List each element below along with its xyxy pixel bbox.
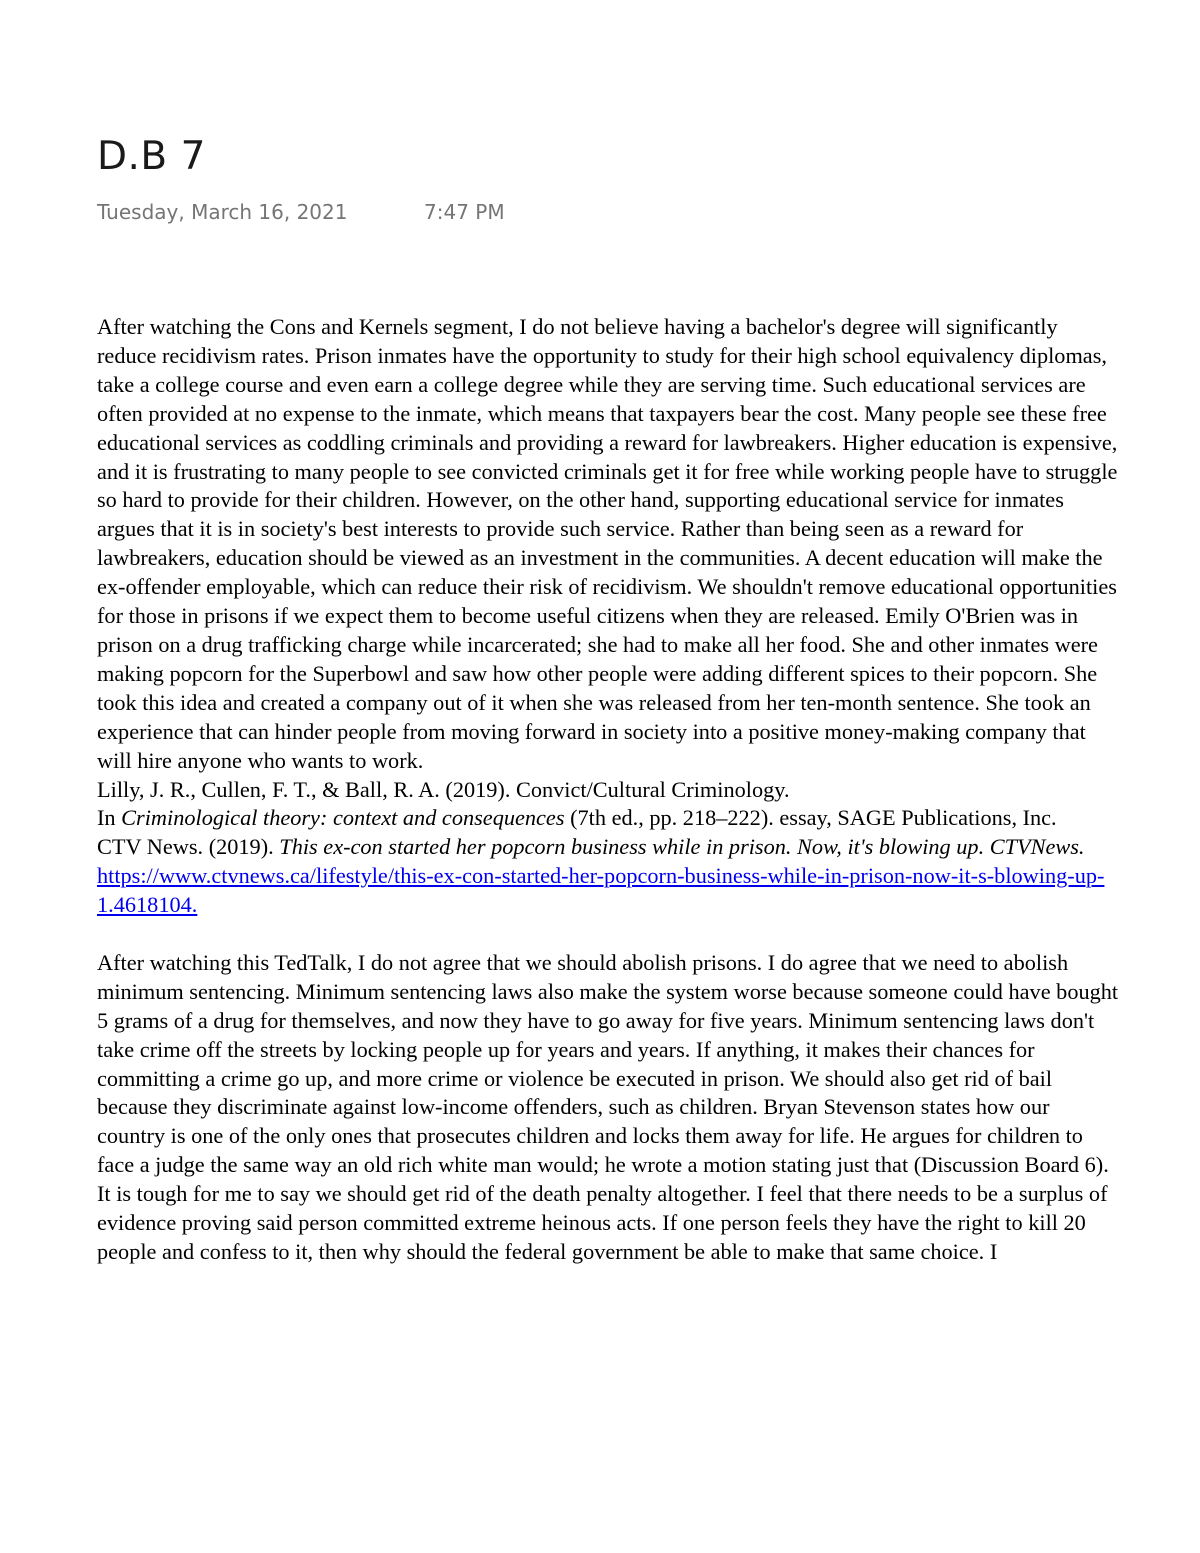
reference-lilly: Lilly, J. R., Cullen, F. T., & Ball, R. A. (2019). Convict/Cultural Criminology.: [97, 776, 790, 802]
reference-ctv-author: CTV News. (2019).: [97, 834, 280, 860]
reference-edition: (7th ed., pp. 218–222). essay, SAGE Publications, Inc.: [564, 805, 1057, 831]
reference-book-title: Criminological theory: context and consequences: [121, 805, 565, 831]
paragraph-cons-and-kernels: After watching the Cons and Kernels segment, I do not believe having a bachelor's degree will significantly reduce recidivism rates. Prison inmates have the opportunity to study for their high school equivalency diplomas, take a college course and even earn a college degree while they are serving time. Such educational services are often provided at no expense to the inmate, which means that taxpayers bear the cost. Many people see these free educational services as coddling criminals and providing a reward for lawbreakers. Higher education is expensive, and it is frustrating to many people to see convicted criminals get it for free while working people have to struggle so hard to provide for their children. However, on the other hand, supporting educational service for inmates argues that it is in society's best interests to provide such service. Rather than being seen as a reward for lawbreakers, education should be viewed as an investment in the communities. A decent education will make the ex-offender employable, which can reduce their risk of recidivism. We shouldn't remove educational opportunities for those in prisons if we expect them to become useful citizens when they are released. Emily O'Brien was in prison on a drug trafficking charge while incarcerated; she had to make all her food. She and other inmates were making popcorn for the Superbowl and saw how other people were adding different spices to their popcorn. She took this idea and created a company out of it when she was released from her ten-month sentence. She took an experience that can hinder people from moving forward in society into a positive money-making company that will hire anyone who wants to work.: [97, 314, 1118, 773]
paragraph-tedtalk: After watching this TedTalk, I do not agree that we should abolish prisons. I do agree that we need to abolish minimum sentencing. Minimum sentencing laws also make the system worse because someone could have bought 5 grams of a drug for themselves, and now they have to go away for five years. Minimum sentencing laws don't take crime off the streets by locking people up for years and years. If anything, it makes their chances for committing a crime go up, and more crime or violence be executed in prison. We should also get rid of bail because they discriminate against low-income offenders, such as children. Bryan Stevenson states how our country is one of the only ones that prosecutes children and locks them away for life. He argues for children to face a judge the same way an old rich white man would; he wrote a motion stating just that (Discussion Board 6). It is tough for me to say we should get rid of the death penalty altogether. I feel that there needs to be a surplus of evidence proving said person committed extreme heinous acts. If one person feels they have the right to kill 20 people and confess to it, then why should the federal government be able to make that same choice. I: [97, 949, 1119, 1264]
reference-in: In: [97, 805, 122, 831]
page-time: 7:47 PM: [424, 200, 505, 224]
page-timestamp: [97, 200, 505, 224]
reference-lilly-source: [97, 804, 1122, 833]
reference-ctv: [97, 833, 1122, 920]
note-body: [97, 313, 1122, 1267]
page-date: Tuesday, March 16, 2021: [97, 200, 348, 224]
reference-ctv-link[interactable]: https://www.ctvnews.ca/lifestyle/this-ex-con-started-her-popcorn-business-while-in-prison-now-it-s-blowing-up-1.4618104.: [97, 863, 1105, 918]
page-title: D.B 7: [97, 134, 206, 179]
paragraph-spacer: [97, 920, 1122, 949]
reference-ctv-title: This ex-con started her popcorn business while in prison. Now, it's blowing up. CTVNews.: [279, 834, 1085, 860]
